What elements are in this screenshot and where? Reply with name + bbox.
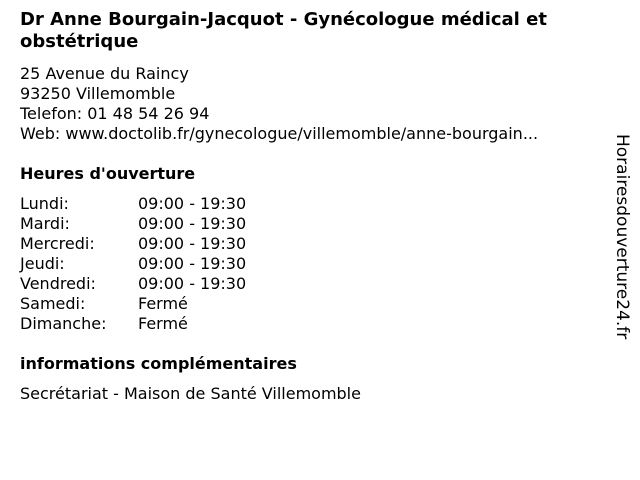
day-label: Samedi: [20,294,86,313]
hours-row-tuesday [20,214,246,234]
time-value: Fermé [138,294,188,313]
day-label: Dimanche: [20,314,107,333]
city-postal-code: 93250 Villemomble [20,84,176,103]
site-watermark: Horairesdouverture24.fr [612,134,632,340]
time-value: 09:00 - 19:30 [138,274,247,293]
day-label: Lundi: [20,194,69,213]
address-block [20,64,538,144]
opening-hours-table [20,194,246,334]
additional-info-heading: informations complémentaires [20,354,297,373]
phone-number: Telefon: 01 48 54 26 94 [20,104,210,123]
page-title: Dr Anne Bourgain-Jacquot - Gynécologue médical et obstétrique [20,9,547,52]
time-value: 09:00 - 19:30 [138,194,247,213]
time-value: 09:00 - 19:30 [138,214,247,233]
day-label: Mercredi: [20,234,95,253]
street-address: 25 Avenue du Raincy [20,64,189,83]
website-link: Web: www.doctolib.fr/gynecologue/villemomble/anne-bourgain... [20,124,539,143]
additional-info-text: Secrétariat - Maison de Santé Villemomble [20,384,361,403]
day-label: Vendredi: [20,274,96,293]
time-value: 09:00 - 19:30 [138,234,247,253]
time-value: 09:00 - 19:30 [138,254,247,273]
hours-row-sunday [20,314,246,334]
hours-row-saturday [20,294,246,314]
hours-row-wednesday [20,234,246,254]
hours-row-monday [20,194,246,214]
hours-row-thursday [20,254,246,274]
opening-hours-heading: Heures d'ouverture [20,164,196,183]
hours-row-friday [20,274,246,294]
day-label: Jeudi: [20,254,65,273]
day-label: Mardi: [20,214,70,233]
time-value: Fermé [138,314,188,333]
